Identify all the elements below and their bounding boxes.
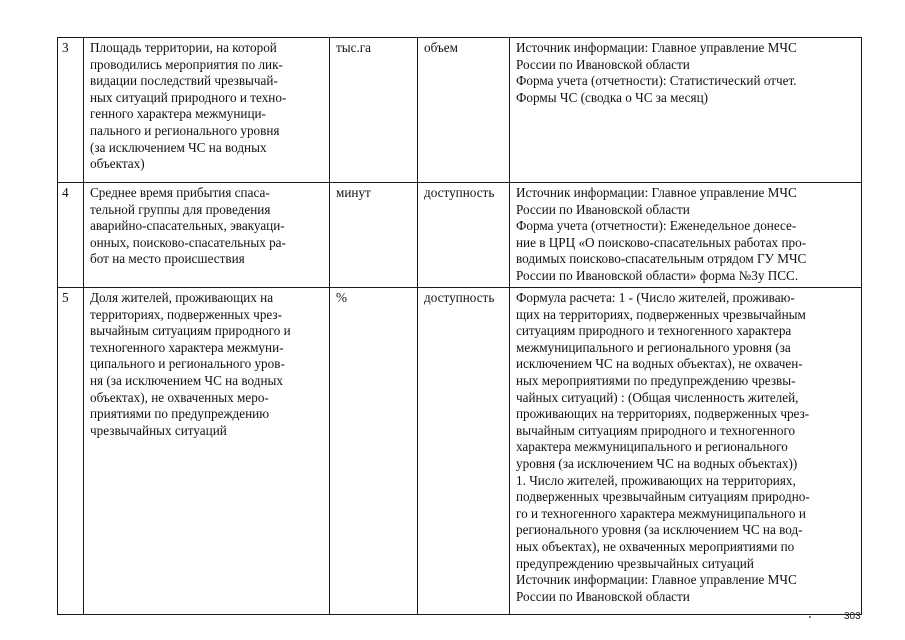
source-line: 1. Число жителей, проживающих на территориях, (516, 472, 796, 488)
indicator-line: ципального и регионального уров- (90, 356, 285, 372)
scan-speck (809, 616, 811, 618)
row-number-cell (58, 288, 84, 615)
source-method-cell (510, 38, 862, 183)
unit-cell (330, 38, 418, 183)
unit-cell (330, 288, 418, 615)
indicator-line: техногенного характера межмуни- (90, 339, 284, 355)
indicator-line: вычайным ситуациям природного и (90, 323, 291, 339)
indicator-type-cell (418, 288, 510, 615)
source-line: Форма учета (отчетности): Статистический отчет. (516, 73, 797, 89)
source-line: ных мероприятиями по предупреждению чрезвы- (516, 372, 796, 388)
page-number: 303 (844, 611, 861, 622)
indicator-line: пального и регионального уровня (90, 122, 280, 138)
source-line: исключением ЧС на водных объектах), не охвачен- (516, 356, 803, 372)
source-line: проживающих на территориях, подверженных чрез- (516, 406, 810, 422)
unit-value: минут (336, 185, 371, 200)
row-number: 5 (62, 290, 69, 305)
indicator-line: объектах), не охваченных меро- (90, 389, 269, 405)
source-line: чайных ситуаций) : (Общая численность жителей, (516, 389, 799, 405)
source-line: России по Ивановской области» форма №3у ПСС. (516, 267, 799, 283)
source-line: России по Ивановской области (516, 201, 690, 217)
indicator-line: онных, поисково-спасательных ра- (90, 234, 286, 250)
unit-value: % (336, 290, 347, 305)
source-line: России по Ивановской области (516, 588, 690, 604)
unit-value: тыс.га (336, 40, 372, 55)
indicator-line: генного характера межмуници- (90, 106, 266, 122)
indicator-type-cell (418, 38, 510, 183)
source-line: ние в ЦРЦ «О поисково-спасательных работах про- (516, 234, 807, 250)
indicator-name-cell (84, 38, 330, 183)
table-row (58, 183, 862, 288)
indicator-type: доступность (424, 185, 495, 200)
indicator-type: объем (424, 40, 458, 55)
source-line: подверженных чрезвычайным ситуациям природно- (516, 489, 810, 505)
source-method-cell (510, 183, 862, 288)
source-line: ситуациям природного и техногенного характера (516, 323, 792, 339)
source-line: России по Ивановской области (516, 56, 690, 72)
table-row (58, 288, 862, 615)
source-line: вычайным ситуациям природного и техногенного (516, 422, 796, 438)
indicator-line: ня (за исключением ЧС на водных (90, 372, 283, 388)
indicator-line: ных ситуаций природного и техно- (90, 89, 287, 105)
source-line: водимых поисково-спасательным отрядом ГУ МЧС (516, 251, 807, 267)
unit-cell (330, 183, 418, 288)
indicator-name-cell (84, 288, 330, 615)
indicator-name-cell (84, 183, 330, 288)
source-line: Формы ЧС (сводка о ЧС за месяц) (516, 89, 709, 105)
source-line: го и техногенного характера межмуниципального и (516, 505, 806, 521)
source-line: Источник информации: Главное управление МЧС (516, 40, 797, 55)
source-line: уровня (за исключением ЧС на водных объектах)) (516, 455, 798, 471)
source-line: ных объектах), не охваченных мероприятиями по (516, 538, 795, 554)
indicator-line: тельной группы для проведения (90, 201, 271, 217)
source-line: Источник информации: Главное управление МЧС (516, 572, 797, 588)
indicators-table (57, 37, 862, 615)
indicator-line: территориях, подверженных чрез- (90, 306, 283, 322)
source-line: регионального уровня (за исключением ЧС на вод- (516, 522, 803, 538)
indicator-line: Среднее время прибытия спаса- (90, 185, 270, 200)
row-number-cell (58, 38, 84, 183)
indicator-line: (за исключением ЧС на водных (90, 139, 267, 155)
source-line: Форма учета (отчетности): Еженедельное донесе- (516, 218, 797, 234)
source-line: щих на территориях, подверженных чрезвычайным (516, 306, 806, 322)
source-line: характера межмуниципального и регионального (516, 439, 788, 455)
indicator-type-cell (418, 183, 510, 288)
source-line: Источник информации: Главное управление МЧС (516, 185, 797, 200)
indicator-line: бот на место происшествия (90, 251, 245, 267)
indicator-type: доступность (424, 290, 495, 305)
indicator-line: аварийно-спасательных, эвакуаци- (90, 218, 285, 234)
source-line: Формула расчета: 1 - (Число жителей, проживаю- (516, 290, 795, 305)
indicator-line: Площадь территории, на которой (90, 40, 277, 55)
indicator-line: чрезвычайных ситуаций (90, 422, 227, 438)
source-line: предупреждению чрезвычайных ситуаций (516, 555, 754, 571)
indicator-line: приятиями по предупреждению (90, 406, 270, 422)
indicator-line: проводились мероприятия по лик- (90, 56, 283, 72)
source-method-cell (510, 288, 862, 615)
source-line: межмуниципального и регионального уровня (за (516, 339, 791, 355)
row-number-cell (58, 183, 84, 288)
row-number: 3 (62, 40, 69, 55)
row-number: 4 (62, 185, 69, 200)
table-row (58, 38, 862, 183)
indicator-line: видации последствий чрезвычай- (90, 73, 278, 89)
indicators-table-body (58, 38, 862, 615)
indicator-line: Доля жителей, проживающих на (90, 290, 274, 305)
indicator-line: объектах) (90, 156, 145, 172)
